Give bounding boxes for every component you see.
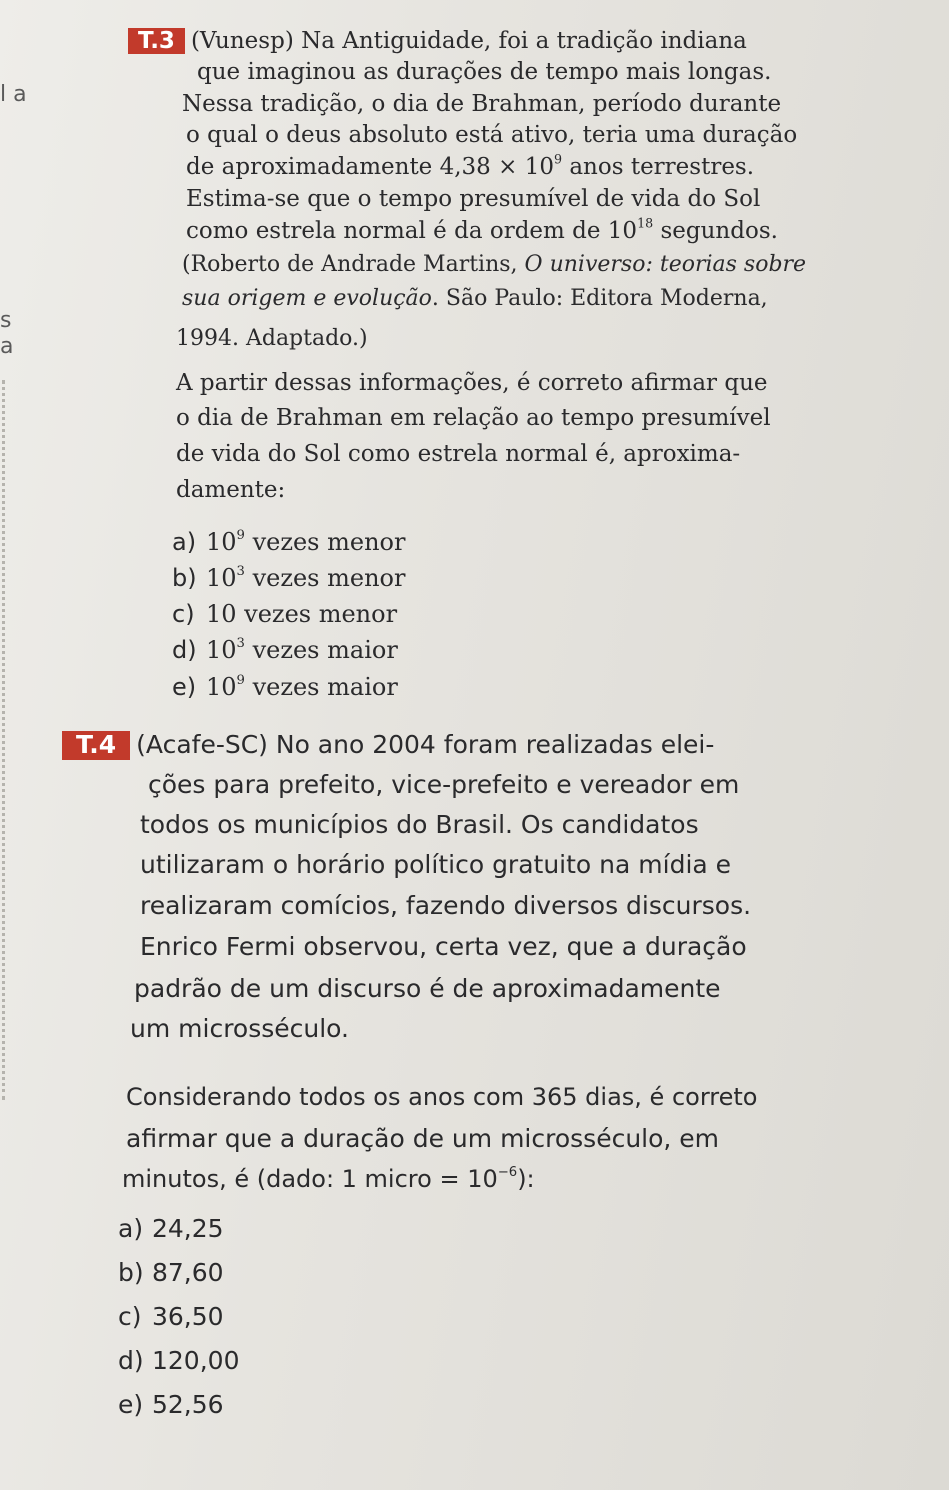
option-t3-b[interactable]: b) $10^3$ vezes menor <box>172 563 406 592</box>
option-t4-b[interactable]: b) 87,60 <box>118 1258 224 1287</box>
question-t3-tag: T.3 <box>128 28 185 54</box>
question-t4-line-3: todos os municípios do Brasil. Os candidatos <box>140 810 699 839</box>
page-edge-divider <box>2 380 9 1100</box>
question-t3-line-7: como estrela normal é da ordem de $10^{18}$ segundos. <box>186 215 778 244</box>
option-t4-c[interactable]: c) 36,50 <box>118 1302 224 1331</box>
question-t4-line-1: T.4 (Acafe-SC) No ano 2004 foram realizadas elei- <box>62 726 714 764</box>
question-t4-line-8: um microsséculo. <box>130 1014 349 1043</box>
question-t4-line-4: utilizaram o horário político gratuito na mídia e <box>140 850 732 879</box>
option-t4-d[interactable]: d) 120,00 <box>118 1346 240 1375</box>
question-t4-line-5: realizaram comícios, fazendo diversos discursos. <box>140 891 752 920</box>
option-t3-e[interactable]: e) $10^9$ vezes maior <box>172 672 398 701</box>
question-t3-prompt-3: de vida do Sol como estrela normal é, aproxima- <box>176 441 741 467</box>
question-t4-line-6: Enrico Fermi observou, certa vez, que a duração <box>140 932 747 961</box>
question-t3-line-3: Nessa tradição, o dia de Brahman, período durante <box>182 91 782 117</box>
option-t3-d[interactable]: d) $10^3$ vezes maior <box>172 635 398 664</box>
question-t4-tag: T.4 <box>62 731 130 760</box>
question-t4-prompt-3: minutos, é (dado: 1 micro = $10^{-6}$): <box>122 1164 535 1193</box>
question-t3-reference-3: 1994. Adaptado.) <box>176 326 368 351</box>
question-t4-prompt-2: afirmar que a duração de um microsséculo, em <box>126 1124 720 1153</box>
question-t3-line-6: Estima-se que o tempo presumível de vida do Sol <box>186 186 761 212</box>
margin-mark-lower: a <box>0 334 14 359</box>
question-t3-line-5: de aproximadamente $4,38 \times 10^9$ anos terrestres. <box>186 151 755 180</box>
question-t4-line-2: ções para prefeito, vice-prefeito e vereador em <box>148 770 740 799</box>
question-t3-line-4: o qual o deus absoluto está ativo, teria uma duração <box>186 122 798 148</box>
question-t3-prompt-4: damente: <box>176 477 286 503</box>
question-t3-reference-1: (Roberto de Andrade Martins, O universo: teorias sobre <box>182 252 807 277</box>
question-t4-line-7: padrão de um discurso é de aproximadamente <box>134 974 721 1003</box>
question-t3-line-1: T.3 (Vunesp) Na Antiguidade, foi a tradição indiana <box>128 24 747 58</box>
question-t3-line-2: que imaginou as durações de tempo mais longas. <box>197 59 772 85</box>
question-t3-reference-2: sua origem e evolução. São Paulo: Editora Moderna, <box>182 286 768 311</box>
option-t3-a[interactable]: a) $10^9$ vezes menor <box>172 527 406 556</box>
question-t3-prompt-1: A partir dessas informações, é correto afirmar que <box>176 370 768 396</box>
margin-mark-top: l a <box>0 82 27 107</box>
option-t4-a[interactable]: a) 24,25 <box>118 1214 224 1243</box>
question-t4-prompt-1: Considerando todos os anos com 365 dias, é correto <box>126 1083 758 1111</box>
option-t4-e[interactable]: e) 52,56 <box>118 1390 224 1419</box>
question-t3-prompt-2: o dia de Brahman em relação ao tempo presumível <box>176 405 771 431</box>
margin-mark-middle: s <box>0 308 12 333</box>
option-t3-c[interactable]: c) 10 vezes menor <box>172 600 398 628</box>
